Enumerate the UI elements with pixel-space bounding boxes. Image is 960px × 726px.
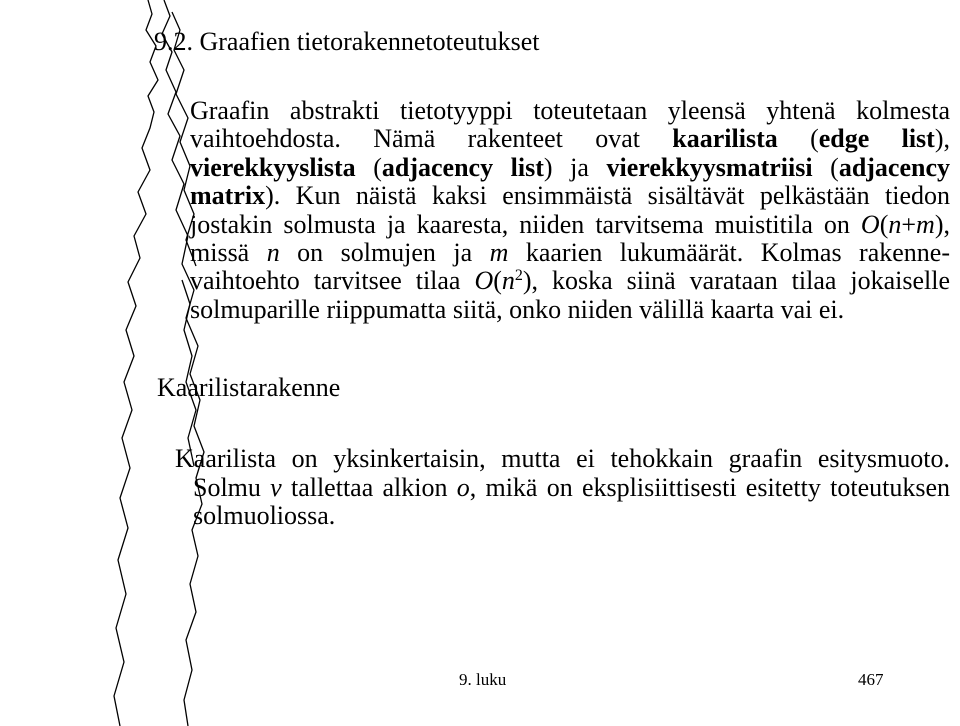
text-line [190, 96, 950, 126]
text-run: ( [777, 124, 819, 153]
bold-term: edge list [818, 124, 935, 153]
text-run: ( [493, 266, 502, 295]
math-symbol: n [501, 266, 515, 295]
bold-term: adjacency list [381, 153, 544, 182]
subsection-heading: Kaarilistarakenne [157, 373, 341, 402]
text-run: ( [812, 153, 839, 182]
text-run: ), [934, 210, 950, 239]
text-line [190, 238, 950, 268]
text-run: ) ja [543, 153, 607, 182]
text-run: vaihtoehto tarvitsee tilaa [190, 266, 475, 295]
text-run: ( [879, 210, 889, 239]
text-run: Solmu [193, 473, 271, 502]
text-run: vaihtoehdosta. Nämä rakenteet ovat [190, 124, 673, 153]
math-symbol: n [888, 210, 902, 239]
text-run: Kaarilista on yksinkertaisin, mutta ei tehokkain graafin esitysmuoto. [175, 444, 950, 473]
text-run: solmuparille riippumatta siitä, onko niiden välillä kaarta vai ei. [190, 295, 845, 324]
text-line [193, 473, 950, 503]
math-symbol: O [474, 266, 494, 295]
text-run: ), [934, 124, 950, 153]
text-run: ), koska siinä varataan tilaa jokaiselle [522, 266, 950, 295]
page-number: 467 [858, 670, 884, 689]
text-line [190, 295, 844, 325]
text-line [193, 501, 335, 531]
text-run: jostakin solmusta ja kaaresta, niiden tarvitsema muistitila on [190, 210, 861, 239]
math-symbol: m [916, 210, 935, 239]
superscript: 2 [514, 267, 523, 284]
math-symbol: n [266, 238, 280, 267]
bold-term: kaarilista [672, 124, 778, 153]
text-run: Graafin abstrakti tietotyyppi toteutetaan yleensä yhtenä kolmesta [190, 96, 950, 125]
text-run: kaarien lukumäärät. Kolmas rakenne- [508, 238, 950, 267]
bold-term: vierekkyyslista [190, 153, 356, 182]
text-run: ( [355, 153, 382, 182]
text-line [190, 181, 950, 211]
text-line [175, 444, 950, 474]
text-line [190, 124, 950, 154]
math-symbol: v [270, 473, 282, 502]
text-run: ). Kun näistä kaksi ensimmäistä sisältävät pelkästään tiedon [265, 181, 950, 210]
text-run: solmuoliossa. [193, 501, 336, 530]
chapter-label: 9. luku [459, 670, 507, 689]
text-line [190, 266, 950, 296]
bold-term: vierekkyysmatriisi [606, 153, 813, 182]
bold-term: adjacency [838, 153, 951, 182]
text-line [190, 210, 950, 240]
math-symbol: O [860, 210, 880, 239]
text-run: + [901, 210, 917, 239]
text-line [190, 153, 950, 183]
section-heading: 9.2. Graafien tietorakennetoteutukset [154, 27, 540, 56]
math-symbol: o [456, 473, 470, 502]
math-symbol: m [489, 238, 509, 267]
text-run: tallettaa alkion [281, 473, 457, 502]
text-run: , mikä on eksplisiittisesti esitetty toteutuksen [469, 473, 950, 502]
text-run: on solmujen ja [279, 238, 490, 267]
text-run: missä [190, 238, 267, 267]
bold-term: matrix [190, 181, 266, 210]
